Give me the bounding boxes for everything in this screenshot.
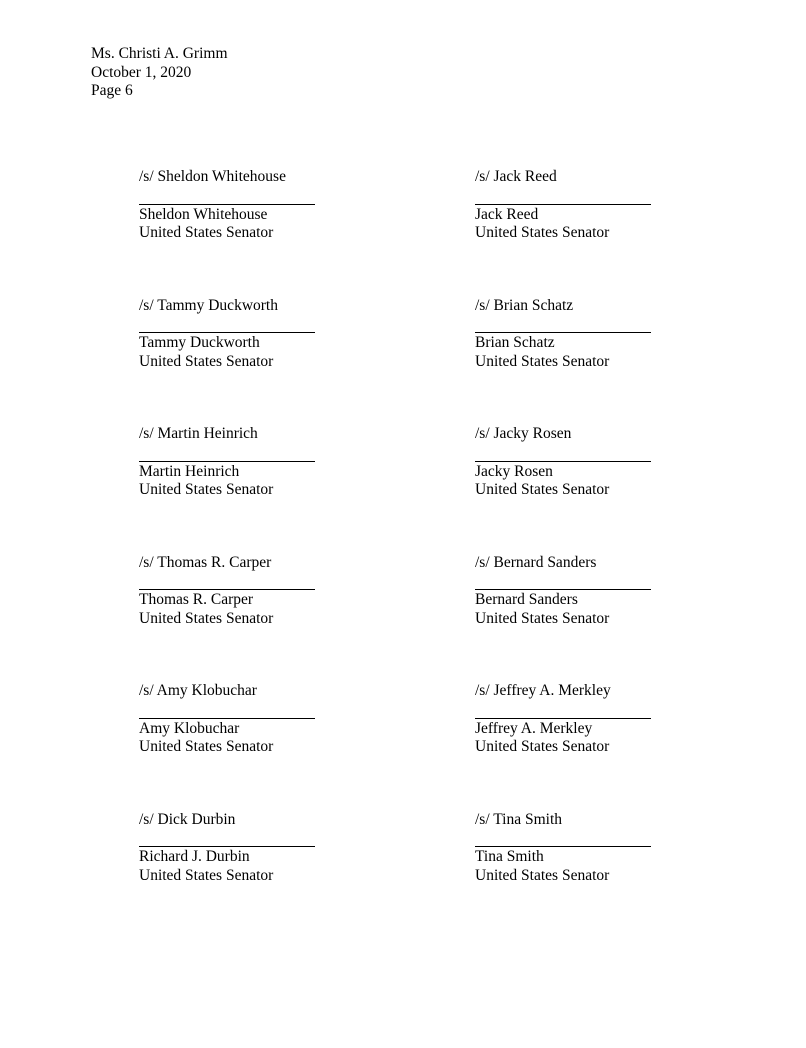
signature-line bbox=[475, 452, 651, 462]
signer-name: Bernard Sanders bbox=[475, 591, 578, 609]
signer-name: Sheldon Whitehouse bbox=[139, 205, 268, 223]
signer-title: United States Senator bbox=[139, 481, 274, 499]
signer-name: Brian Schatz bbox=[475, 334, 555, 352]
signer-title: United States Senator bbox=[139, 224, 274, 241]
electronic-signature: /s/ Amy Klobuchar bbox=[139, 682, 257, 700]
letter-header bbox=[91, 45, 228, 101]
electronic-signature: /s/ Dick Durbin bbox=[139, 810, 236, 828]
signature-block bbox=[139, 425, 475, 554]
signer-title: United States Senator bbox=[139, 352, 274, 370]
signature-line bbox=[475, 709, 651, 719]
signature-block bbox=[475, 554, 699, 683]
signature-line bbox=[139, 709, 315, 719]
signer-name: Tina Smith bbox=[475, 848, 544, 866]
electronic-signature: /s/ Thomas R. Carper bbox=[139, 553, 272, 571]
signer-name: Jacky Rosen bbox=[475, 462, 553, 480]
signature-block bbox=[475, 168, 699, 297]
letter-date: October 1, 2020 bbox=[91, 63, 192, 81]
page-number: Page 6 bbox=[91, 82, 133, 99]
signer-name: Jeffrey A. Merkley bbox=[475, 719, 593, 737]
signature-line bbox=[139, 580, 315, 590]
signature-line bbox=[475, 323, 651, 333]
signature-line bbox=[139, 452, 315, 462]
signature-block bbox=[475, 297, 699, 426]
electronic-signature: /s/ Jeffrey A. Merkley bbox=[475, 682, 611, 700]
signature-line bbox=[139, 323, 315, 333]
signer-name: Thomas R. Carper bbox=[139, 591, 254, 609]
electronic-signature: /s/ Martin Heinrich bbox=[139, 425, 258, 443]
signature-block bbox=[475, 682, 699, 811]
signer-title: United States Senator bbox=[475, 481, 610, 499]
signature-block bbox=[139, 168, 475, 297]
electronic-signature: /s/ Tina Smith bbox=[475, 810, 563, 828]
signature-line bbox=[475, 195, 651, 205]
signature-block bbox=[139, 811, 475, 940]
signature-block bbox=[475, 811, 699, 940]
signer-title: United States Senator bbox=[475, 224, 610, 241]
signer-name: Richard J. Durbin bbox=[139, 848, 250, 866]
signature-block bbox=[475, 425, 699, 554]
signature-line bbox=[475, 837, 651, 847]
signature-line bbox=[139, 837, 315, 847]
electronic-signature: /s/ Bernard Sanders bbox=[475, 553, 597, 571]
signature-block bbox=[139, 297, 475, 426]
signer-title: United States Senator bbox=[139, 738, 274, 756]
signer-title: United States Senator bbox=[475, 352, 610, 370]
signer-name: Amy Klobuchar bbox=[139, 719, 240, 737]
electronic-signature: /s/ Sheldon Whitehouse bbox=[139, 168, 286, 185]
signer-name: Jack Reed bbox=[475, 205, 539, 223]
signer-title: United States Senator bbox=[475, 866, 610, 884]
electronic-signature: /s/ Jacky Rosen bbox=[475, 425, 572, 443]
signer-title: United States Senator bbox=[139, 866, 274, 884]
signature-grid bbox=[139, 168, 699, 940]
signer-name: Tammy Duckworth bbox=[139, 334, 260, 352]
signer-name: Martin Heinrich bbox=[139, 462, 240, 480]
signer-title: United States Senator bbox=[475, 609, 610, 627]
electronic-signature: /s/ Tammy Duckworth bbox=[139, 296, 278, 314]
signer-title: United States Senator bbox=[475, 738, 610, 756]
electronic-signature: /s/ Jack Reed bbox=[475, 168, 557, 185]
electronic-signature: /s/ Brian Schatz bbox=[475, 296, 574, 314]
recipient-name: Ms. Christi A. Grimm bbox=[91, 45, 228, 62]
signature-block bbox=[139, 554, 475, 683]
signature-line bbox=[139, 195, 315, 205]
signature-line bbox=[475, 580, 651, 590]
signer-title: United States Senator bbox=[139, 609, 274, 627]
signature-block bbox=[139, 682, 475, 811]
